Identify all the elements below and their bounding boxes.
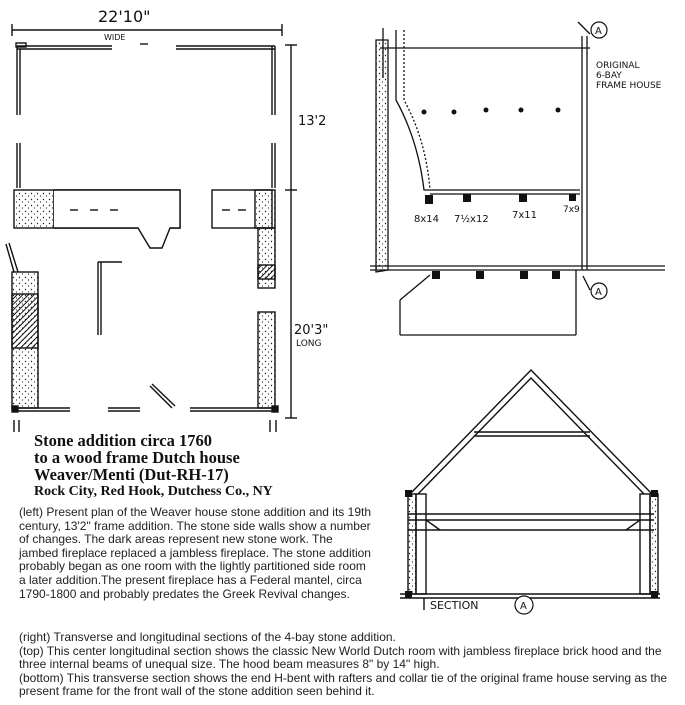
right-caption-intro: (right) Transverse and longitudinal sections of the 4-bay stone addition. — [19, 630, 396, 644]
marker-a-top — [591, 22, 607, 38]
width-word: WIDE — [104, 33, 126, 42]
label-original-1: ORIGINAL — [596, 61, 640, 71]
left-caption — [19, 506, 374, 601]
stone-wall-left-return — [14, 190, 54, 228]
floor-plan — [6, 24, 297, 432]
beam-label-1: 8x14 — [414, 214, 440, 225]
transverse-section — [400, 370, 660, 610]
new-stonework-dark — [12, 294, 38, 348]
label-original-3: FRAME HOUSE — [596, 81, 662, 91]
beam-label-3: 7x11 — [512, 210, 538, 221]
title-line-2: to a wood frame Dutch house — [34, 448, 240, 467]
lower-word: LONG — [296, 339, 322, 349]
section-label: SECTION — [430, 599, 479, 612]
width-dimension: 22'10" — [98, 7, 151, 26]
svg-text:A: A — [520, 601, 527, 612]
beam-label-2: 7½x12 — [454, 214, 489, 225]
chimney-stack — [376, 40, 388, 272]
title-line-1: Stone addition circa 1760 — [34, 431, 212, 450]
title-line-3: Weaver/Menti (Dut-RH-17) — [34, 465, 229, 484]
label-original-2: 6-BAY — [596, 71, 622, 81]
longitudinal-beams — [422, 108, 577, 280]
fireplace — [54, 190, 180, 248]
title-line-4: Rock City, Red Hook, Dutchess Co., NY — [34, 484, 273, 499]
right-caption — [19, 631, 669, 699]
right-caption-top: (top) This center longitudinal section shows the classic New World Dutch room with jambless fireplace brick hood and the three internal beams of unequal size. The hood beam measures 8" by 14" high. — [19, 643, 662, 672]
svg-text:A: A — [595, 26, 602, 37]
marker-a-bottom — [591, 283, 607, 299]
drawing-title-block — [34, 432, 364, 500]
upper-dimension: 13'2 — [298, 114, 327, 129]
marker-a-section — [515, 596, 533, 614]
lower-dimension: 20'3" — [294, 323, 329, 338]
beam-label-4: 7x9 — [563, 205, 580, 215]
svg-text:A: A — [595, 287, 602, 298]
left-caption-text: (left) Present plan of the Weaver house stone addition and its 19th century, 13'2" frame addition. The stone side walls show a number of changes. The dark areas represent new stone work. The jambed fireplace replaced a jambless fireplace. The stone addition probably began as one room with the lightly partitioned side room a later addition.The present fireplace has a Federal mantel, circa 1790-1800 and probably predates the Greek Revival changes. — [19, 505, 371, 601]
right-caption-bottom: (bottom) This transverse section shows the end H-bent with rafters and collar tie of the original frame house serving as the present frame for the front wall of the stone addition seen behind it. — [19, 670, 668, 699]
